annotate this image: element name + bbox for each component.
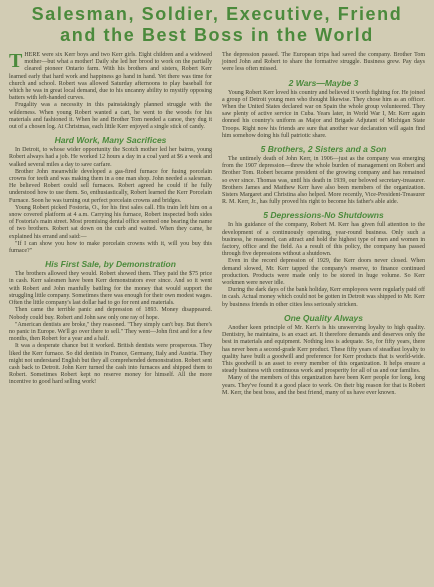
paragraph: Brother John meanwhile developed a gas-fired furnace for fusing porcelain crowns for teeth and was making them in a one man shop. John needed a salesman. He believed Robert could sell furnaces. Robert agreed he could if he fully understood how to use them. So, enthusiastically, Robert learned the Kerr Porcelain Furnace. Soon he was turning out perfect porcelain crowns and bridges.: [9, 168, 212, 204]
paragraph: During the dark days of the bank holiday, Kerr employees were regularly paid off in cash. Actual money which could not be gotten in Detroit was shipped to Mr. Kerr by business friends in other cities less seriously stricken.: [222, 287, 425, 308]
paragraph: Young Robert picked Fostoria, O., for his first sales call. His train left him on a snow covered platform at 4 a.m. Carrying his furnace, Robert inspected both sides of Fostoria's main street. Most promising dental office seemed one bearing the name of two brothers. Robert sat down on the curb and waited. When they came, he explained his errand and said:—: [9, 204, 212, 240]
paragraph: Another keen principle of Mr. Kerr's is his unswerving loyalty to high quality. Dentistry, he maintains, is an exact art. It therefore demands and deserves only the best in materials and equipment. Nothing less is adequate. So, for fifty years, there has never been a second-grade Kerr product. These fifty years of steadfast loyalty to quality have built a goodwill and preference for Kerr products that is world-wide. This goodwill is an asset to every member of this organization. It helps ensure a steady business with continuous work and prosperity for all of us and our families.: [222, 324, 425, 375]
paragraph: The brothers allowed they would. Robert showed them. They paid the $75 price in cash. Kerr salesmen have been Kerr demonstrators ever since. And so it went with Robert and John manfully battling for the money that would support the struggling little company. Sometimes there was enough for their own modest wages. Often the little company's last dollar had to go for rent and materials.: [9, 271, 212, 307]
paragraph: It was a desperate chance but it worked. British dentists were prosperous. They liked the Kerr furnace. So did dentists in France, Germany, Italy and Austria. They might not understand English but they all comprehended demonstration. Robert sent cash back to Detroit. John Kerr turned the cash into furnaces and shipped them to Robert. Sometimes Robert kept no reserve money for himself. All the more incentive to good hard selling work!: [9, 343, 212, 386]
article-columns: [9, 52, 425, 397]
drop-cap: T: [9, 50, 23, 72]
intro-paragraph: [9, 52, 212, 102]
section-heading-quality: One Quality Always: [283, 312, 364, 323]
paragraph: Even in the record depression of 1929, the Kerr doors never closed. When demand slowed, Mr. Kerr tapped the company's reserve, to finance continued production. Products were made only to be stored in huge volume. So Kerr workmen were never idle.: [222, 258, 425, 287]
intro-text: HERE were six Kerr boys and two Kerr girls. Eight children and a widowed mother—but what a mother! Daily she led her brood to work on the partially cleared pioneer Ontario farm. With his brothers and sisters, Robert Kerr learned early that hard work and happiness go hand in hand. Yet there was time for church and school. Robert was allowed Saturday afternoons to play baseball for which he was in great local demand, due to his uncanny ability to mystify opposing batters with left-handed curves.: [9, 52, 212, 102]
paragraph: "If I can show you how to make porcelain crowns with it, will you buy this furnace?": [9, 240, 212, 255]
paragraph: The depression passed. The European trips had saved the company. Brother Tom joined John and Robert to share the formative struggle. Business grew. Pay days were less often missed.: [222, 52, 425, 73]
section-heading-first-sale: His First Sale, by Demonstration: [45, 259, 176, 270]
paragraph: Then came the terrible panic and depression of 1893. Money disappeared. Nobody could buy. Robert and John saw only one ray of hope.: [9, 307, 212, 321]
page-title: [9, 4, 425, 46]
left-column: [9, 52, 212, 397]
section-heading-wars: 2 Wars—Maybe 3: [288, 77, 359, 88]
section-heading-brothers: 5 Brothers, 2 Sisters and a Son: [260, 144, 387, 155]
paragraph: "American dentists are broke," they reasoned. "They simply can't buy. But there's no panic in Europe. We'll go over there to sell." They went—John first and for a few months, then Robert for a year and a half.: [9, 321, 212, 343]
title-line-1: Salesman, Soldier, Executive, Friend: [31, 4, 403, 24]
section-heading-depressions: 5 Depressions-No Shutdowns: [263, 210, 384, 221]
right-column: [222, 52, 425, 397]
paragraph: The untimely death of John Kerr, in 1906—just as the company was emerging from the 1907 depression—threw the whole burden of management on Robert and Brother Tom. Robert became president of the growing company and has remained so ever since. Thomas was, until his death in 1939, our beloved secretary-treasurer. Brothers James and Matthew Kerr have also been members of the organization. Sisters Margaret and Christina also helped. More recently, Vice-President-Treasurer R. M. Kerr, Jr., has fully proved his right to become his father's able aide.: [222, 156, 425, 206]
paragraph: Young Robert Kerr loved his country and believed it worth fighting for. He joined a group of Detroit young men who thought likewise. They chose him as an officer. When the United States declared war on Spain the whole group volunteered. They saw plenty of active service in Cuba. Years later, in World War I, Mr. Kerr again donned his country's uniform as Major and Brigade Adjutant of Michigan State Troops. Right now his friends are sure that another war declaration will again find him somehow doing his full patriotic share.: [222, 89, 425, 139]
paragraph: Frugality was a necessity in this painstakingly planned struggle with the wilderness. When young Robert wanted a cart, he went to the woods for his materials and fashioned it. When he and Brother Tom needed a canoe, they dug it out of a chosen log. At Christmas, each little Kerr enjoyed a single stick of candy.: [9, 102, 212, 131]
section-heading-hard-work: Hard Work, Many Sacrifices: [54, 135, 167, 146]
paragraph: Many of the members of this organization have been Kerr people for long, long years. They've found it a good place to work. On their big reason for that is Robert M. Kerr, the best boss, and the best friend, many of us have ever known.: [222, 375, 425, 396]
paragraph: In Detroit, to whose wider opportunity the Scotch mother led her bairns, young Robert always had a job. He worked 12 hours a day in a coal yard at $6 a week and walked several miles a day to save carfare.: [9, 147, 212, 168]
paragraph: In his guidance of the company, Robert M. Kerr has given full attention to the development of a continuously operating, year-round business. Only such a business, he reasoned, can attract and hold the highest type of men and women in factory, office and the field. As a result of this policy, the company has passed through five depressions without a shutdown.: [222, 222, 425, 258]
title-line-2: and the Best Boss in the World: [60, 25, 374, 45]
